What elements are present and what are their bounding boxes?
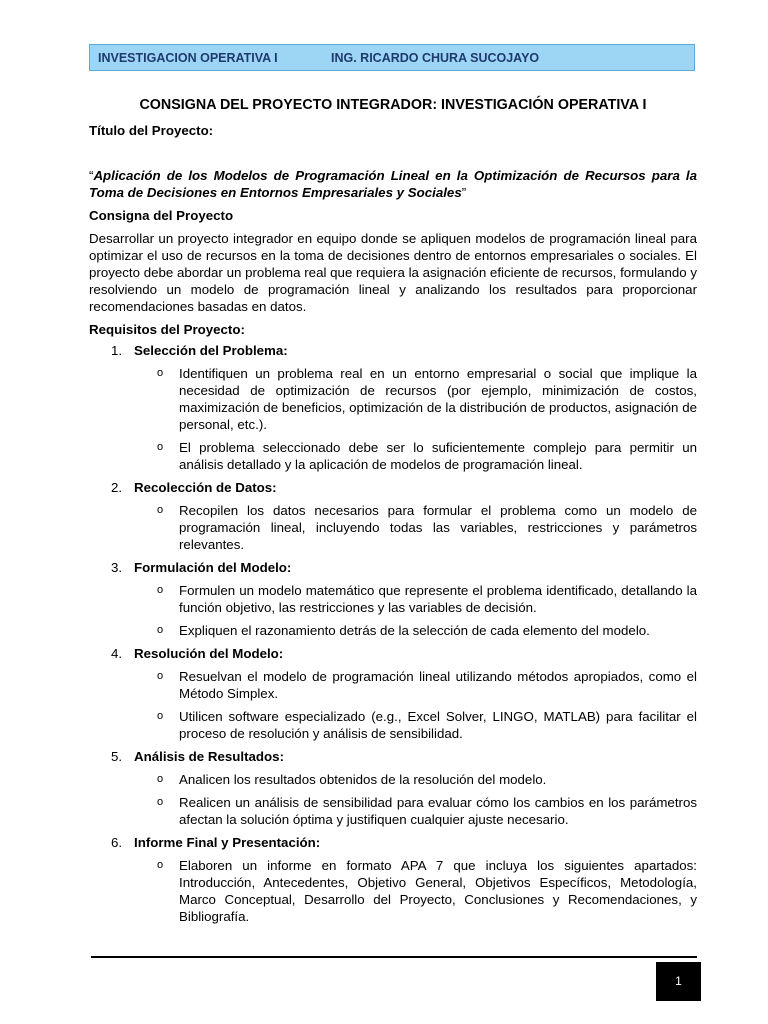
course-name: INVESTIGACION OPERATIVA I bbox=[98, 51, 278, 65]
requirement-title: Selección del Problema: bbox=[134, 343, 288, 358]
requirement-subitem-text: Identifiquen un problema real en un entorno empresarial o social que implique la necesidad de optimización de recursos (por ejemplo, minimización de costos, maximización de beneficios, optimización de la distribución de productos, asignación de personal, etc.). bbox=[179, 366, 697, 432]
project-title-label: Título del Proyecto: bbox=[89, 123, 214, 138]
consigna-heading: Consigna del Proyecto bbox=[89, 208, 234, 223]
requirement-subitem bbox=[89, 622, 697, 639]
requirement-item bbox=[89, 834, 697, 925]
consigna-paragraph: Desarrollar un proyecto integrador en equipo donde se apliquen modelos de programación lineal para optimizar el uso de recursos en la toma de decisiones dentro de entornos empresariales o sociales. El proyecto debe abordar un problema real que requiera la asignación eficiente de recursos, formulando y resolviendo un modelo de programación lineal y analizando los resultados para proporcionar recomendaciones basadas en datos. bbox=[89, 231, 697, 314]
requirement-subitem-text: Formulen un modelo matemático que represente el problema identificado, detallando la función objetivo, las restricciones y las variables de decisión. bbox=[179, 583, 697, 615]
project-title-text: Aplicación de los Modelos de Programación Lineal en la Optimización de Recursos para la Toma de Decisiones en Entornos Empresariales y Sociales bbox=[89, 168, 697, 200]
close-quote: ” bbox=[461, 185, 467, 200]
requirement-subitem bbox=[89, 439, 697, 473]
circle-bullet-icon: o bbox=[157, 670, 164, 682]
requirement-subitem bbox=[89, 502, 697, 553]
requirement-item bbox=[89, 559, 697, 639]
requirement-title: Recolección de Datos: bbox=[134, 480, 277, 495]
page-title: CONSIGNA DEL PROYECTO INTEGRADOR: INVESTIGACIÓN OPERATIVA I bbox=[139, 97, 647, 113]
page-number: 1 bbox=[656, 962, 701, 1001]
circle-bullet-icon: o bbox=[157, 504, 164, 516]
requirement-heading bbox=[89, 748, 697, 765]
project-title bbox=[89, 167, 697, 201]
requirement-item bbox=[89, 748, 697, 828]
open-quote: “ bbox=[89, 168, 94, 183]
circle-bullet-icon: o bbox=[157, 859, 164, 871]
requirement-heading bbox=[89, 645, 697, 662]
requirements-list bbox=[89, 342, 697, 925]
requirement-title: Análisis de Resultados: bbox=[134, 749, 284, 764]
requirement-heading bbox=[89, 479, 697, 496]
circle-bullet-icon: o bbox=[157, 624, 164, 636]
requirement-title: Formulación del Modelo: bbox=[134, 560, 292, 575]
document-header-bar bbox=[89, 44, 695, 71]
requirement-subitem bbox=[89, 771, 697, 788]
requirement-subitem-text: Expliquen el razonamiento detrás de la selección de cada elemento del modelo. bbox=[179, 623, 650, 638]
requirement-number: 2. bbox=[111, 480, 123, 495]
circle-bullet-icon: o bbox=[157, 584, 164, 596]
requirement-number: 1. bbox=[111, 343, 123, 358]
requirement-subitem bbox=[89, 365, 697, 433]
requirement-subitem bbox=[89, 668, 697, 702]
requirement-number: 4. bbox=[111, 646, 123, 661]
requirement-subitem-text: Analicen los resultados obtenidos de la resolución del modelo. bbox=[179, 772, 547, 787]
requirement-subitem bbox=[89, 708, 697, 742]
requirement-number: 5. bbox=[111, 749, 123, 764]
requirement-subitem-text: Realicen un análisis de sensibilidad para evaluar cómo los cambios en los parámetros afectan la solución óptima y justifiquen cualquier ajuste necesario. bbox=[179, 795, 697, 827]
requirement-subitem bbox=[89, 794, 697, 828]
requirement-number: 3. bbox=[111, 560, 123, 575]
circle-bullet-icon: o bbox=[157, 796, 164, 808]
requisitos-heading: Requisitos del Proyecto: bbox=[89, 322, 245, 337]
requirement-heading bbox=[89, 559, 697, 576]
document-body bbox=[89, 97, 697, 931]
requirement-subitem-text: El problema seleccionado debe ser lo suficientemente complejo para permitir un análisis detallado y la aplicación de modelos de programación lineal. bbox=[179, 440, 697, 472]
requirement-item bbox=[89, 645, 697, 742]
requirement-subitem-text: Resuelvan el modelo de programación lineal utilizando métodos apropiados, como el Método Simplex. bbox=[179, 669, 697, 701]
requirement-subitem-text: Utilicen software especializado (e.g., Excel Solver, LINGO, MATLAB) para facilitar el proceso de resolución y análisis de sensibilidad. bbox=[179, 709, 697, 741]
requirement-subitem bbox=[89, 582, 697, 616]
requirement-number: 6. bbox=[111, 835, 123, 850]
footer-divider bbox=[91, 956, 697, 958]
circle-bullet-icon: o bbox=[157, 441, 164, 453]
requirement-heading bbox=[89, 342, 697, 359]
requirement-subitem-text: Elaboren un informe en formato APA 7 que incluya los siguientes apartados: Introducción, Antecedentes, Objetivo General, Objetivos Específicos, Metodología, Marco Conceptual, Desarrollo del Proyecto, Conclusiones y Recomendaciones, y Bibliografía. bbox=[179, 858, 697, 924]
circle-bullet-icon: o bbox=[157, 710, 164, 722]
requirement-title: Resolución del Modelo: bbox=[134, 646, 284, 661]
requirement-item bbox=[89, 479, 697, 553]
requirement-title: Informe Final y Presentación: bbox=[134, 835, 321, 850]
requirement-item bbox=[89, 342, 697, 473]
requirement-heading bbox=[89, 834, 697, 851]
circle-bullet-icon: o bbox=[157, 773, 164, 785]
requirement-subitem bbox=[89, 857, 697, 925]
circle-bullet-icon: o bbox=[157, 367, 164, 379]
instructor-name: ING. RICARDO CHURA SUCOJAYO bbox=[331, 51, 540, 65]
requirement-subitem-text: Recopilen los datos necesarios para formular el problema como un modelo de programación lineal, incluyendo todas las variables, restricciones y parámetros relevantes. bbox=[179, 503, 697, 552]
